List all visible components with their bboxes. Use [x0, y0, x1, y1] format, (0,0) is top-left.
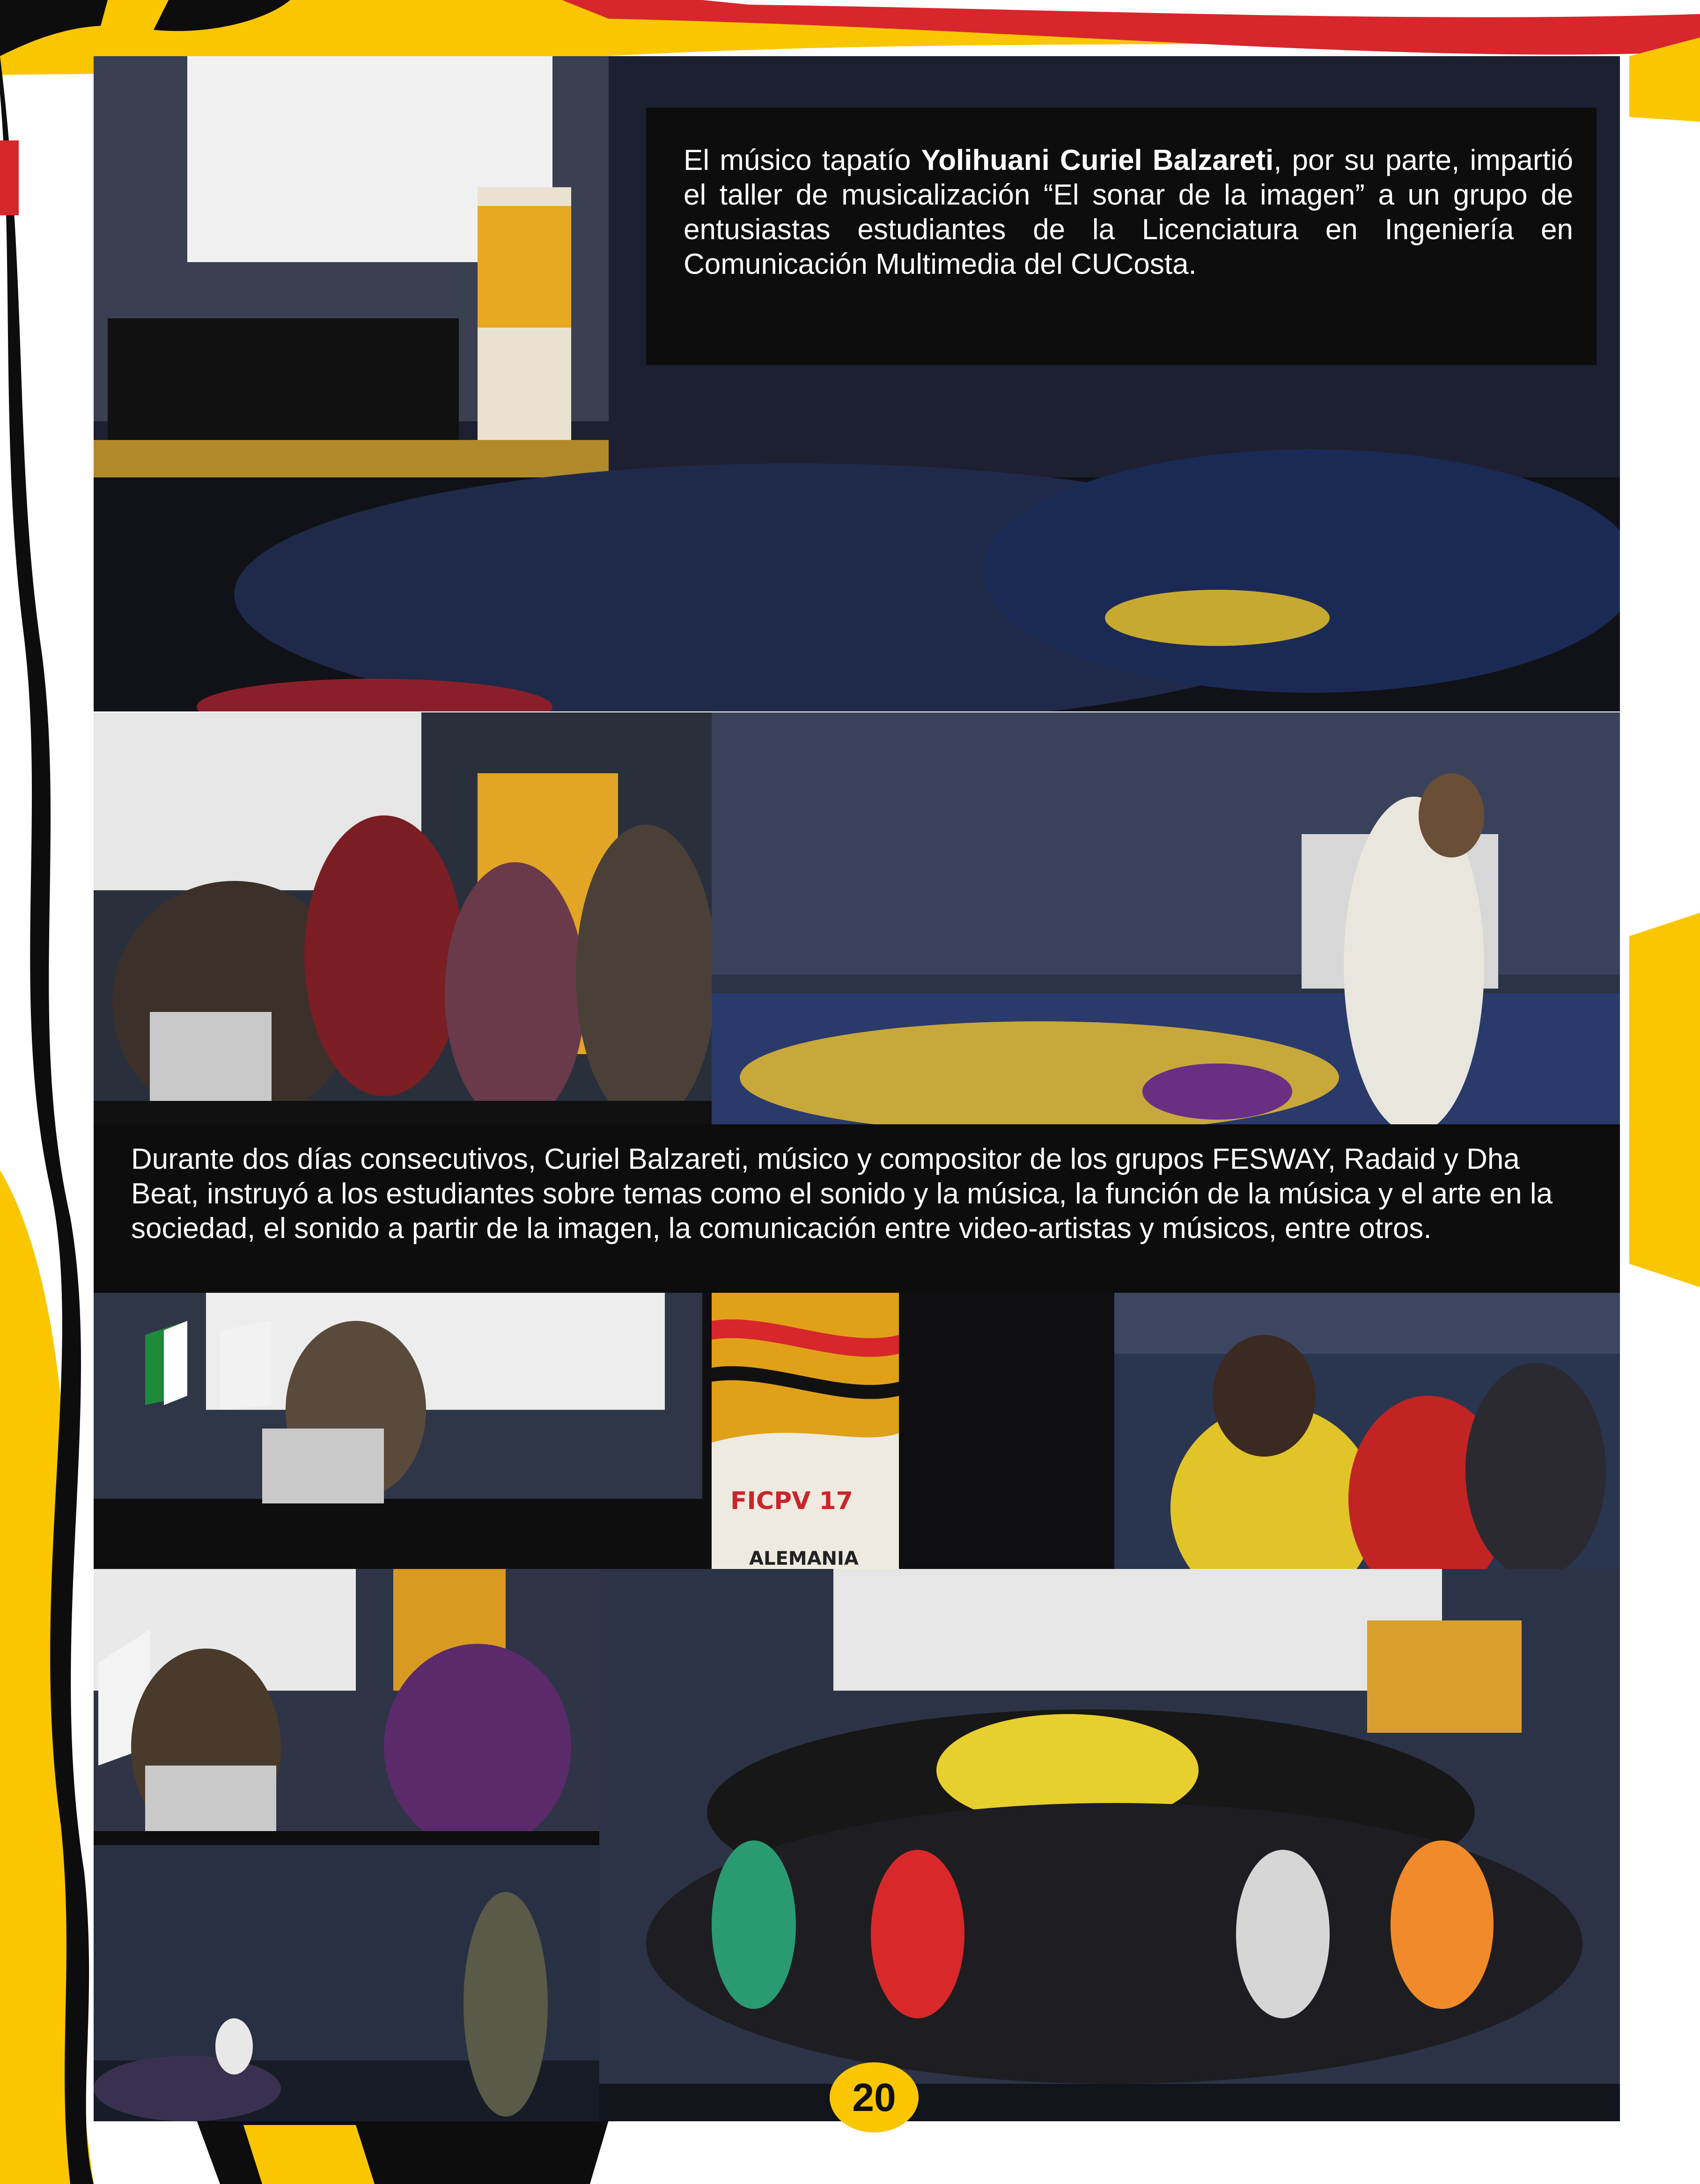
photo-musician-at-table: [94, 1293, 702, 1569]
page-number: 20: [830, 2062, 919, 2133]
photo-musician-speaking: [712, 712, 1620, 1124]
text-block-intro: [651, 123, 1592, 300]
photo-group: [599, 1569, 1620, 2121]
photo-student-with-microphone: [1114, 1293, 1620, 1569]
photo-workshop-laptop: [94, 1569, 599, 1845]
photo-musician-on-stage: [94, 1845, 599, 2121]
text-block-workshop: [94, 1124, 1620, 1293]
musician-name: Yolihuani Curiel Balzareti: [921, 144, 1274, 176]
photo-students-with-laptop: [94, 712, 712, 1124]
intro-text-rest: , por su parte, impartió el taller de musicalización “El sonar de la imagen” a un grupo de entusiastas estudiantes de la Licenciatura en Ingeniería en Comunicación Multimedia del CUCosta.: [684, 144, 1573, 280]
photo-festival-banner: [702, 1293, 1114, 1569]
intro-text: El músico tapatío: [684, 144, 921, 176]
banner-country: ALEMANIA: [749, 1548, 859, 1569]
banner-brand: FICPV 17: [730, 1487, 853, 1515]
workshop-text: Durante dos días consecutivos, Curiel Balzareti, músico y compositor de los grupos FESWAY, Radaid y Dha Beat, instruyó a los estudiantes sobre temas como el sonido y la música, la función de la música y el arte en la sociedad, el sonido a partir de la imagen, la comunicación entre video-artistas y músicos, entre otros.: [131, 1143, 1553, 1245]
